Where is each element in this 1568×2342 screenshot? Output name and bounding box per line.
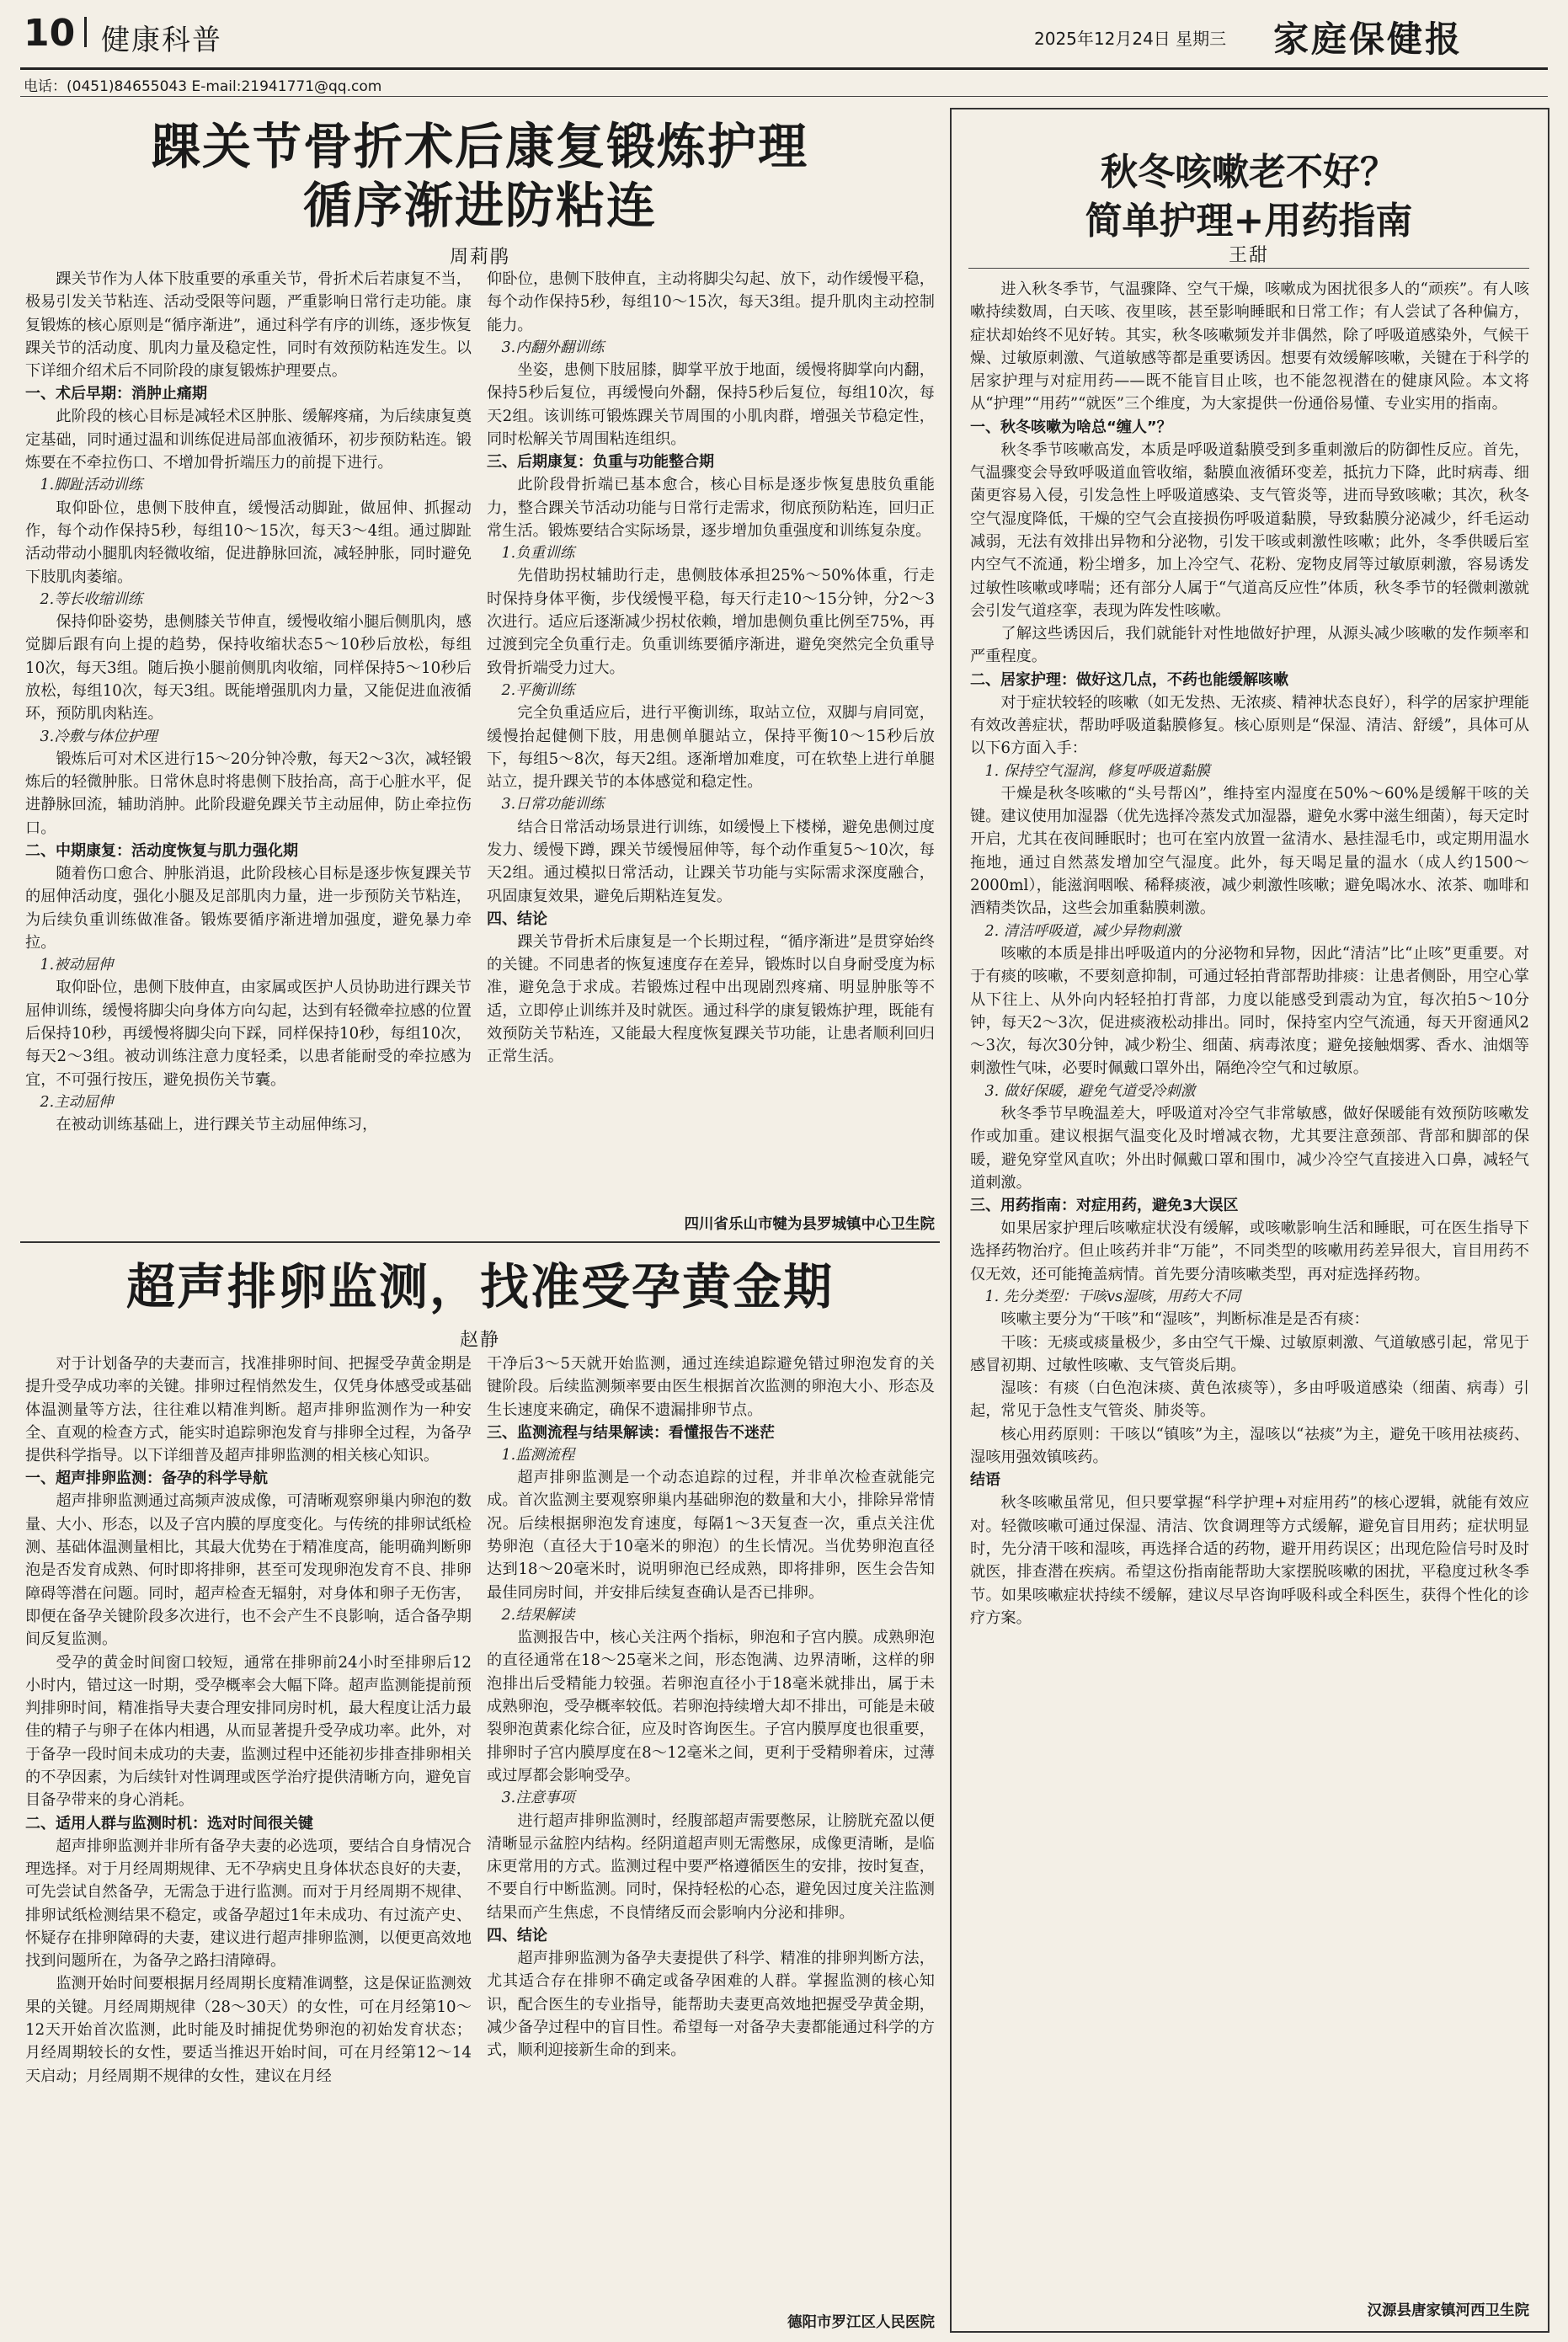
header-divider	[84, 17, 87, 47]
subsection-heading: 2.结果解读	[501, 1606, 575, 1624]
subsection-heading: 3.冷敷与体位护理	[40, 728, 157, 745]
subsection-heading: 1.监测流程	[501, 1446, 575, 1464]
paragraph: 超声排卵监测为备孕夫妻提供了科学、精准的排卵判断方法，尤其适合存在排卵不确定或备孕困难的人群。掌握监测的核心知识，配合医生的专业指导，能帮助夫妻更高效地把握受孕黄金期，减少备孕过程中的盲目性。希望每一对备孕夫妻都能通过科学的方式，顺利迎接新生命的到来。	[487, 1949, 935, 2060]
section-heading: 三、后期康复：负重与功能整合期	[487, 453, 714, 472]
article-ultrasound-title: 超声排卵监测，找准受孕黄金期	[125, 1258, 834, 1315]
subsection-heading: 1.被动屈伸	[40, 957, 114, 974]
paragraph: 踝关节骨折术后康复是一个长期过程，“循序渐进”是贯穿始终的关键。不同患者的恢复速度存在差异，锻炼时以自身耐受度为标准，避免急于求成。若锻炼过程中出现剧烈疼痛、明显肿胀等不适，立即停止训练并及时就医。通过科学的康复锻炼护理，既能有效预防关节粘连，又能最大程度恢复踝关节功能，让患者顺利回归正常生活。	[487, 932, 935, 1066]
article-cough-author: 王甜	[1228, 245, 1269, 266]
paragraph: 取仰卧位，患侧下肢伸直，由家属或医护人员协助进行踝关节屈伸训练，缓慢将脚尖向身体方向勾起，达到有轻微牵拉感的位置后保持10秒，再缓慢将脚尖向下踩，同样保持10秒，每组10次，每天2～3组。被动训练注意力度轻柔，以患者能耐受的牵拉感为宜，不可强行按压，避免损伤关节囊。	[25, 979, 472, 1089]
paragraph: 受孕的黄金时间窗口较短，通常在排卵前24小时至排卵后12小时内，错过这一时期，受孕概率会大幅下降。超声监测能提前预判排卵时间，精准指导夫妻合理安排同房时机，最大程度让活力最佳的精子与卵子在体内相遇，从而显著提升受孕成功率。此外，对于备孕一段时间未成功的夫妻，监测过程中还能初步排查排卵相关的不孕因素，为后续针对性调理或医学治疗提供清晰方向，避免盲目备孕带来的身心消耗。	[25, 1653, 472, 1810]
paragraph: 先借助拐杖辅助行走，患侧肢体承担25%～50%体重，行走时保持身体平衡，步伐缓慢平稳，每天行走10～15分钟，分2～3次进行。适应后逐渐减少拐杖依赖，增加患侧负重比例至75%，再过渡到完全负重行走。负重训练要循序渐进，避免突然完全负重导致骨折端受力过大。	[487, 567, 935, 677]
paragraph: 秋冬季节早晚温差大，呼吸道对冷空气非常敏感，做好保暖能有效预防咳嗽发作或加重。建议根据气温变化及时增减衣物，尤其要注意颈部、背部和脚部的保暖，避免穿堂风直吹；外出时佩戴口罩和围巾，减少冷空气直接进入口鼻，减轻气道刺激。	[970, 1104, 1529, 1192]
article-ankle-title-line1: 踝关节骨折术后康复锻炼护理	[151, 118, 808, 175]
subsection-heading: 1.负重训练	[501, 545, 575, 563]
paragraph: 干净后3～5天就开始监测，通过连续追踪避免错过卵泡发育的关键阶段。后续监测频率要由医生根据首次监测的卵泡大小、形态及生长速度来确定，确保不遗漏排卵节点。	[487, 1355, 935, 1419]
paragraph: 取仰卧位，患侧下肢伸直，缓慢活动脚趾，做屈伸、抓握动作，每个动作保持5秒，每组10～15次，每天3～4组。通过脚趾活动带动小腿肌肉轻微收缩，促进静脉回流，减轻肿胀，同时避免下肢肌肉萎缩。	[25, 499, 472, 586]
subsection-heading: 3. 做好保暖，避免气道受冷刺激	[984, 1082, 1196, 1100]
paragraph: 秋冬季节咳嗽高发，本质是呼吸道黏膜受到多重刺激后的防御性反应。首先，气温骤变会导致呼吸道血管收缩，黏膜血液循环变差，抵抗力下降，此时病毒、细菌更容易入侵，引发急性上呼吸道感染、支气管炎等，进而导致咳嗽；其次，秋冬空气湿度降低，干燥的空气会直接损伤呼吸道黏膜，导致黏膜分泌减少，纤毛运动减弱，无法有效排出异物和分泌物，引发干咳或刺激性咳嗽；此外，冬季供暖后室内空气不流通，粉尘增多，加上冷空气、花粉、宠物皮屑等过敏原刺激，容易诱发过敏性咳嗽或哮喘；还有部分人属于“气道高反应性”体质，秋冬季节的轻微刺激就会引发气道痉挛，表现为阵发性咳嗽。	[970, 440, 1529, 620]
subsection-heading: 2.主动屈伸	[40, 1093, 114, 1111]
section-heading: 二、适用人群与监测时机：选对时间很关键	[25, 1814, 313, 1833]
paragraph: 秋冬咳嗽虽常见，但只要掌握“科学护理+对症用药”的核心逻辑，就能有效应对。轻微咳嗽可通过保湿、清洁、饮食调理等方式缓解，避免盲目用药；症状明显时，先分清干咳和湿咳，再选择合适的药物，避开用药误区；出现危险信号时及时就医，排查潜在疾病。希望这份指南能帮助大家摆脱咳嗽的困扰，平稳度过秋冬季节。如果咳嗽症状持续不缓解，建议尽早咨询呼吸科或全科医生，获得个性化的诊疗方案。	[970, 1494, 1529, 1627]
paragraph: 监测开始时间要根据月经周期长度精准调整，这是保证监测效果的关键。月经周期规律（28～30天）的女性，可在月经第10～12天开始首次监测，此时能及时捕捉优势卵泡的初始发育状态；月经周期较长的女性，要适当推迟开始时间，可在月经第12～14天启动；月经周期不规律的女性，建议在月经	[25, 1975, 472, 2085]
article-ankle-author: 周莉鹃	[449, 247, 510, 268]
subsection-heading: 2. 清洁呼吸道，减少异物刺激	[984, 922, 1181, 940]
paragraph: 了解这些诱因后，我们就能针对性地做好护理，从源头减少咳嗽的发作频率和严重程度。	[970, 625, 1529, 666]
paragraph: 进行超声排卵监测时，经腹部超声需要憋尿，让膀胱充盈以便清晰显示盆腔内结构。经阴道超声则无需憋尿，成像更清晰，是临床更常用的方式。监测过程中要严格遵循医生的安排，按时复查，不要自行中断监测。同时，保持轻松的心态，避免因过度关注监测结果而产生焦虑，不良情绪反而会影响内分泌和排卵。	[487, 1811, 935, 1922]
paragraph: 监测报告中，核心关注两个指标，卵泡和子宫内膜。成熟卵泡的直径通常在18～25毫米之间，形态饱满、边界清晰，这样的卵泡排出后受精能力较强。若卵泡直径小于18毫米就排出，属于未成熟卵泡，受孕概率较低。若卵泡持续增大却不排出，可能是未破裂卵泡黄素化综合征，应及时咨询医生。子宫内膜厚度也很重要，排卵时子宫内膜厚度在8～12毫米之间，更利于受精卵着床，过薄或过厚都会影响受孕。	[487, 1629, 935, 1785]
section-heading: 三、用药指南：对症用药，避免3大误区	[970, 1197, 1239, 1215]
article-cough-title-line1: 秋冬咳嗽老不好？	[1101, 151, 1397, 194]
paragraph: 对于计划备孕的夫妻而言，找准排卵时间、把握受孕黄金期是提升受孕成功率的关键。排卵过程悄然发生，仅凭身体感受或基础体温测量等方法，往往难以精准判断。超声排卵监测作为一种安全、直观的检查方式，能实时追踪卵泡发育与排卵全过程，为备孕提供科学指导。以下详细普及超声排卵监测的相关核心知识。	[25, 1355, 472, 1465]
section-heading: 一、术后早期：消肿止痛期	[25, 385, 207, 403]
paragraph: 对于症状较轻的咳嗽（如无发热、无浓痰、精神状态良好），科学的居家护理能有效改善症状，帮助呼吸道黏膜修复。核心原则是“保湿、清洁、舒缓”，具体可从以下6方面入手：	[970, 693, 1529, 758]
subsection-heading: 3.注意事项	[501, 1790, 575, 1807]
section-heading: 一、超声排卵监测：备孕的科学导航	[25, 1470, 268, 1488]
paragraph: 仰卧位，患侧下肢伸直，主动将脚尖勾起、放下，动作缓慢平稳，每个动作保持5秒，每组10～15次，每天3组。提升肌肉主动控制能力。	[487, 270, 935, 334]
article-ankle-title-line2: 循序渐进防粘连	[302, 177, 657, 234]
article-ankle-column-2	[487, 268, 935, 1209]
subsection-heading: 3.内翻外翻训练	[501, 339, 605, 356]
paragraph: 踝关节作为人体下肢重要的承重关节，骨折术后若康复不当，极易引发关节粘连、活动受限等问题，严重影响日常行走功能。康复锻炼的核心原则是“循序渐进”，通过科学有序的训练，逐步恢复踝关节的活动度、肌肉力量及稳定性，同时有效预防粘连发生。以下详细介绍术后不同阶段的康复锻炼护理要点。	[25, 270, 472, 381]
article-ultrasound-author: 赵静	[459, 1330, 500, 1351]
article-cough-rule	[968, 268, 1529, 269]
paragraph: 干咳：无痰或痰量极少，多由空气干燥、过敏原刺激、气道敏感引起，常见于感冒初期、过敏性咳嗽、支气管炎后期。	[970, 1333, 1529, 1374]
article-ultrasound-column-2	[487, 1352, 935, 2307]
contact-line: 电话：(0451)84655043 E-mail:21941771@qq.com	[24, 78, 382, 95]
paragraph: 如果居家护理后咳嗽症状没有缓解，或咳嗽影响生活和睡眠，可在医生指导下选择药物治疗。但止咳药并非“万能”，不同类型的咳嗽用药差异很大，盲目用药不仅无效，还可能掩盖病情。首先要分清咳嗽类型，再对症选择药物。	[970, 1219, 1529, 1283]
paragraph: 超声排卵监测是一个动态追踪的过程，并非单次检查就能完成。首次监测主要观察卵巢内基础卵泡的数量和大小，排除异常情况。后续根据卵泡发育速度，每隔1～3天复查一次，重点关注优势卵泡（直径大于10毫米的卵泡）的生长情况。当优势卵泡直径达到18～20毫米时，说明卵泡已经成熟，即将排卵，医生会告知最佳同房时间，并安排后续复查确认是否已排卵。	[487, 1469, 935, 1602]
issue-date: 2025年12月24日 星期三	[1034, 29, 1227, 49]
paragraph: 此阶段的核心目标是减轻术区肿胀、缓解疼痛，为后续康复奠定基础，同时通过温和训练促进局部血液循环，初步预防粘连。锻炼要在不牵拉伤口、不增加骨折端压力的前提下进行。	[25, 408, 472, 472]
paragraph: 进入秋冬季节，气温骤降、空气干燥，咳嗽成为困扰很多人的“顽疾”。有人咳嗽持续数周，白天咳、夜里咳，甚至影响睡眠和日常工作；有人尝试了各种偏方，症状却始终不见好转。其实，秋冬咳嗽频发并非偶然，除了呼吸道感染外，气候干燥、过敏原刺激、气道敏感等都是重要诱因。想要有效缓解咳嗽，关键在于科学的居家护理与对症用药——既不能盲目止咳，也不能忽视潜在的健康风险。本文将从“护理”“用药”“就医”三个维度，为大家提供一份通俗易懂、专业实用的指南。	[970, 280, 1529, 413]
section-heading: 四、结论	[487, 910, 547, 928]
page-number: 10	[24, 12, 76, 55]
article-ultrasound-hospital: 德阳市罗江区人民医院	[787, 2314, 935, 2331]
article-divider	[20, 1241, 940, 1243]
section-name: 健康科普	[101, 24, 222, 57]
paragraph: 干燥是秋冬咳嗽的“头号帮凶”，维持室内湿度在50%～60%是缓解干咳的关键。建议使用加湿器（优先选择冷蒸发式加湿器，避免水雾中滋生细菌），每天定时开启，尤其在夜间睡眠时；也可在室内放置一盆清水、悬挂湿毛巾，或定期用温水拖地，通过自然蒸发增加空气湿度。此外，每天喝足量的温水（成人约1500～2000ml），能滋润咽喉、稀释痰液，减少刺激性咳嗽；避免喝冰水、浓茶、咖啡和酒精类饮品，这些会加重黏膜刺激。	[970, 784, 1529, 918]
subsection-heading: 3.日常功能训练	[501, 796, 605, 814]
header-rule	[20, 67, 1548, 70]
article-ankle-hospital: 四川省乐山市犍为县罗城镇中心卫生院	[684, 1216, 935, 1233]
paragraph: 结合日常活动场景进行训练，如缓慢上下楼梯，避免患侧过度发力、缓慢下蹲，踝关节缓慢屈伸等，每个动作重复5～10次，每天2组。通过模拟日常活动，让踝关节功能与实际需求深度融合，巩固康复效果，避免后期粘连复发。	[487, 818, 935, 905]
section-heading: 二、中期康复：活动度恢复与肌力强化期	[25, 841, 298, 860]
paragraph: 此阶段骨折端已基本愈合，核心目标是逐步恢复患肢负重能力，整合踝关节活动功能与日常行走需求，彻底预防粘连，回归正常生活。锻炼要结合实际场景，逐步增加负重强度和训练复杂度。	[487, 476, 935, 540]
paragraph: 完全负重适应后，进行平衡训练，取站立位，双脚与肩同宽，缓慢抬起健侧下肢，用患侧单腿站立，保持平衡10～15秒后放下，每组5～8次，每天2组。逐渐增加难度，可在软垫上进行单腿站立，提升踝关节的本体感觉和稳定性。	[487, 704, 935, 792]
paragraph: 坐姿，患侧下肢屈膝，脚掌平放于地面，缓慢将脚掌向内翻，保持5秒后复位，再缓慢向外翻，保持5秒后复位，每组10次，每天2组。该训练可锻炼踝关节周围的小肌肉群，增强关节稳定性，同时松解关节周围粘连组织。	[487, 361, 935, 449]
section-heading: 结语	[970, 1471, 1000, 1490]
paragraph: 在被动训练基础上，进行踝关节主动屈伸练习，	[56, 1116, 378, 1134]
section-heading: 二、居家护理：做好这几点，不药也能缓解咳嗽	[970, 670, 1288, 689]
article-cough-hospital: 汉源县唐家镇河西卫生院	[1367, 2302, 1529, 2319]
section-heading: 三、监测流程与结果解读：看懂报告不迷茫	[487, 1423, 775, 1442]
article-ultrasound-column-1	[25, 1352, 472, 2331]
subsection-heading: 2.等长收缩训练	[40, 590, 143, 608]
article-cough-body	[970, 278, 1529, 2296]
paragraph: 咳嗽主要分为“干咳”和“湿咳”，判断标准是是否有痰：	[1000, 1310, 1369, 1329]
article-ankle-column-1	[25, 268, 472, 1238]
paragraph: 超声排卵监测通过高频声波成像，可清晰观察卵巢内卵泡的数量、大小、形态，以及子宫内膜的厚度变化。与传统的排卵试纸检测、基础体温测量相比，其最大优势在于精准度高，能明确判断卵泡是否发育成熟、何时即将排卵，甚至可发现卵泡发育不良、排卵障碍等潜在问题。同时，超声检查无辐射，对身体和卵子无伤害，即便在备孕关键阶段多次进行，也不会产生不良影响，适合备孕期间反复监测。	[25, 1492, 472, 1649]
paragraph: 锻炼后可对术区进行15～20分钟冷敷，每天2～3次，减轻锻炼后的轻微肿胀。日常休息时将患侧下肢抬高，高于心脏水平，促进静脉回流，辅助消肿。此阶段避免踝关节主动屈伸，防止牵拉伤口。	[25, 750, 472, 837]
section-heading: 一、秋冬咳嗽为啥总“缠人”？	[970, 418, 1172, 436]
paper-name: 家庭保健报	[1273, 19, 1464, 60]
subsection-heading: 1. 先分类型：干咳vs湿咳，用药大不同	[984, 1288, 1241, 1306]
subsection-heading: 2.平衡训练	[501, 681, 575, 699]
subsection-heading: 1. 保持空气湿润，修复呼吸道黏膜	[984, 762, 1210, 780]
paragraph: 超声排卵监测并非所有备孕夫妻的必选项，要结合自身情况合理选择。对于月经周期规律、无不孕病史且身体状态良好的夫妻，可先尝试自然备孕，无需急于进行监测。而对于月经周期不规律、排卵试纸检测结果不稳定，或备孕超过1年未成功、有过流产史、怀疑存在排卵障碍的夫妻，建议进行超声排卵监测，以便更高效地找到问题所在，为备孕之路扫清障碍。	[25, 1837, 472, 1971]
subsection-heading: 1.脚趾活动训练	[40, 477, 143, 494]
paragraph: 咳嗽的本质是排出呼吸道内的分泌物和异物，因此“清洁”比“止咳”更重要。对于有痰的咳嗽，不要刻意抑制，可通过轻拍背部帮助排痰：让患者侧卧，用空心掌从下往上、从外向内轻轻拍打背部，力度以能感受到震动为宜，每次拍5～10分钟，每天2～3次，促进痰液松动排出。同时，保持室内空气流通，每天开窗通风2～3次，每次30分钟，减少粉尘、细菌、病毒浓度；避免接触烟雾、香水、油烟等刺激性气味，必要时佩戴口罩外出，隔绝冷空气和过敏原。	[970, 944, 1529, 1078]
paragraph: 湿咳：有痰（白色泡沫痰、黄色浓痰等），多由呼吸道感染（细菌、病毒）引起，常见于急性支气管炎、肺炎等。	[970, 1379, 1529, 1421]
paragraph: 保持仰卧姿势，患侧膝关节伸直，缓慢收缩小腿后侧肌肉，感觉脚后跟有向上提的趋势，保持收缩状态5～10秒后放松，每组10次，每天3组。随后换小腿前侧肌肉收缩，同样保持5～10秒后放松，每组10次，每天3组。既能增强肌肉力量，又能促进血液循环，预防肌肉粘连。	[25, 613, 472, 723]
paragraph: 核心用药原则：干咳以“镇咳”为主，湿咳以“祛痰”为主，避免干咳用祛痰药、湿咳用强效镇咳药。	[970, 1425, 1529, 1467]
header-rule-thin	[20, 96, 1548, 97]
article-cough-title-line2: 简单护理+用药指南	[1085, 200, 1413, 243]
section-heading: 四、结论	[487, 1926, 547, 1945]
paragraph: 随着伤口愈合、肿胀消退，此阶段核心目标是逐步恢复踝关节的屈伸活动度，强化小腿及足部肌肉力量，进一步预防关节粘连，为后续负重训练做准备。锻炼要循序渐进增加强度，避免暴力牵拉。	[25, 864, 472, 952]
